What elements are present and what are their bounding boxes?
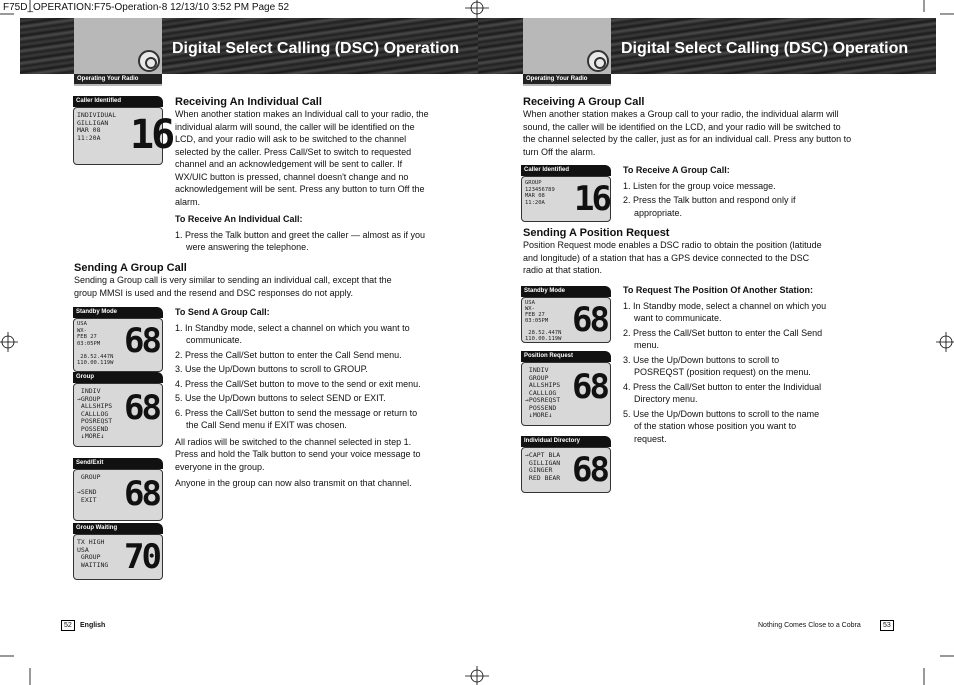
paragraph: When another station makes an Individual call to your radio, the individual alarm will sound, the caller will be identified on the LCD, and your radio will ask to be switched to the channel selected by the caller. Press Call/Set to switch to requested channel and an acknowledgement will be sent to caller. If WX/UIC button is pressed, channel doesn't change and no acknowledgement will be sent. Press any button to turn Off the alarm.: [175, 109, 429, 207]
lcd-text: GROUP →SEND EXIT: [77, 473, 101, 504]
lcd-channel: 68: [572, 450, 607, 490]
step: 3. Use the Up/Down buttons to scroll to GROUP.: [175, 364, 368, 374]
right-section-position-request: [523, 227, 823, 277]
lcd-text: INDIV →GROUP ALLSHIPS CALLLOG POSREQST POSSEND ↓MORE↓: [77, 387, 113, 440]
left-tab-label: Operating Your Radio: [74, 74, 162, 84]
knob-icon: [138, 50, 160, 72]
lcd-channel: 68: [124, 321, 159, 361]
lcd-text: INDIVIDUAL GILLIGAN MAR 08 11:20A: [77, 111, 117, 142]
step: 1. In Standby mode, select a channel on which you want to communicate.: [175, 322, 410, 345]
step: 6. Press the Call/Set button to send the message or return to the Call Send menu if EXIT was chosen.: [175, 407, 418, 430]
subheading: To Receive An Individual Call:: [175, 214, 303, 224]
footer-text: Nothing Comes Close to a Cobra: [758, 622, 861, 629]
paragraph: Position Request mode enables a DSC radio to obtain the position (latitude and longitude) of a station that has a GPS device connected to the DSC radio at that station.: [523, 240, 822, 275]
step: 3. Use the Up/Down buttons to scroll to POSREQST (position request) on the menu.: [623, 354, 811, 377]
lcd-group-waiting: [73, 523, 163, 580]
right-tab-label: Operating Your Radio: [523, 74, 611, 84]
subheading: To Request The Position Of Another Station:: [623, 285, 813, 295]
lcd-caller-identified: [73, 96, 173, 165]
lcd-label: Individual Directory: [521, 436, 611, 447]
step: 1. Press the Talk button and greet the caller — almost as if you were answering the telephone.: [175, 229, 425, 252]
lcd-text: INDIV GROUP ALLSHIPS CALLLOG →POSREQST POSSEND ↓MORE↓: [525, 366, 561, 419]
lcd-send-exit: [73, 458, 163, 521]
step: 2. Press the Call/Set button to enter the Call Send menu.: [623, 327, 823, 350]
right-steps-receive-group: [623, 164, 803, 219]
lcd-channel: 68: [124, 474, 159, 514]
lcd-position-request: [521, 351, 611, 426]
lcd-channel: 70: [124, 537, 159, 577]
paragraph: Anyone in the group can now also transmit on that channel.: [175, 478, 412, 488]
lcd-text: →CAPT BLA GILLIGAN GINGER RED BEAR: [525, 451, 561, 482]
lcd-text: GROUP 123456789 MAR 08 11:20A: [525, 180, 555, 206]
lcd-text: USA WX- FEB 27 03:05PM 28.52.447N 110.00.119W: [77, 321, 114, 366]
section-heading: Sending A Group Call: [74, 262, 187, 274]
section-heading: Sending A Position Request: [523, 227, 670, 239]
knob-icon: [587, 50, 609, 72]
paragraph: When another station makes a Group call to your radio, the individual alarm will sound, the caller will be identified on the LCD, and your radio will be switched to the channel selected by the caller, just as for an individual call. Press any button to turn Off the alarm.: [523, 109, 852, 157]
footer-text: English: [80, 622, 106, 629]
lcd-label: Group Waiting: [73, 523, 163, 534]
lcd-label: Standby Mode: [73, 307, 163, 318]
lcd-individual-directory: [521, 436, 611, 493]
right-section-receive-group: [523, 96, 853, 158]
section-heading: Receiving An Individual Call: [175, 96, 322, 108]
lcd-channel: 68: [124, 388, 159, 428]
step: 5. Use the Up/Down buttons to scroll to the name of the station whose position you want to request.: [623, 408, 820, 444]
lcd-channel: 16: [574, 179, 609, 219]
lcd-text: USA WX- FEB 27 03:05PM 28.52.447N 110.00.119W: [525, 300, 562, 342]
lcd-label: Position Request: [521, 351, 611, 362]
lcd-standby-mode: [521, 286, 611, 343]
right-page-title: Digital Select Calling (DSC) Operation: [621, 40, 909, 57]
lcd-caller-identified: [521, 165, 611, 222]
lcd-label: Send/Exit: [73, 458, 163, 469]
lcd-standby-mode: [73, 307, 163, 372]
step: 4. Press the Call/Set button to enter the Individual Directory menu.: [623, 381, 822, 404]
lcd-channel: 16: [130, 112, 173, 158]
page-number: 52: [61, 620, 75, 631]
lcd-label: Standby Mode: [521, 286, 611, 297]
paragraph: Sending a Group call is very similar to sending an individual call, except that the group MMSI is used and the resend and DSC responses do not apply.: [74, 275, 392, 298]
paragraph: All radios will be switched to the channel selected in step 1. Press and hold the Talk button to send your voice message to everyone in the group.: [175, 436, 421, 472]
lcd-group: [73, 372, 163, 447]
left-page-title: Digital Select Calling (DSC) Operation: [172, 40, 460, 57]
right-steps-position-request: [623, 284, 828, 445]
lcd-label: Caller Identified: [521, 165, 611, 176]
subheading: To Send A Group Call:: [175, 307, 270, 317]
section-heading: Receiving A Group Call: [523, 96, 645, 108]
page-number: 53: [880, 620, 894, 631]
step: 1. Listen for the group voice message.: [623, 180, 776, 191]
print-slug: F75D_OPERATION:F75-Operation-8 12/13/10 3:52 PM Page 52: [3, 2, 290, 13]
lcd-text: TX HIGH USA GROUP WAITING: [77, 538, 109, 569]
step: 4. Press the Call/Set button to move to the send or exit menu.: [175, 378, 421, 389]
lcd-label: Caller Identified: [73, 96, 163, 107]
left-section-receive-individual: [175, 96, 435, 254]
left-section-send-group: [74, 262, 414, 299]
step: 5. Use the Up/Down buttons to select SEND or EXIT.: [175, 393, 386, 403]
step: 1. In Standby mode, select a channel on which you want to communicate.: [623, 300, 827, 323]
lcd-channel: 68: [572, 367, 607, 407]
lcd-label: Group: [73, 372, 163, 383]
left-steps-send-group: [175, 306, 425, 490]
step: 2. Press the Talk button and respond only if appropriate.: [623, 195, 796, 218]
step: 2. Press the Call/Set button to enter the Call Send menu.: [175, 349, 402, 360]
subheading: To Receive A Group Call:: [623, 165, 730, 175]
lcd-channel: 68: [572, 300, 607, 340]
